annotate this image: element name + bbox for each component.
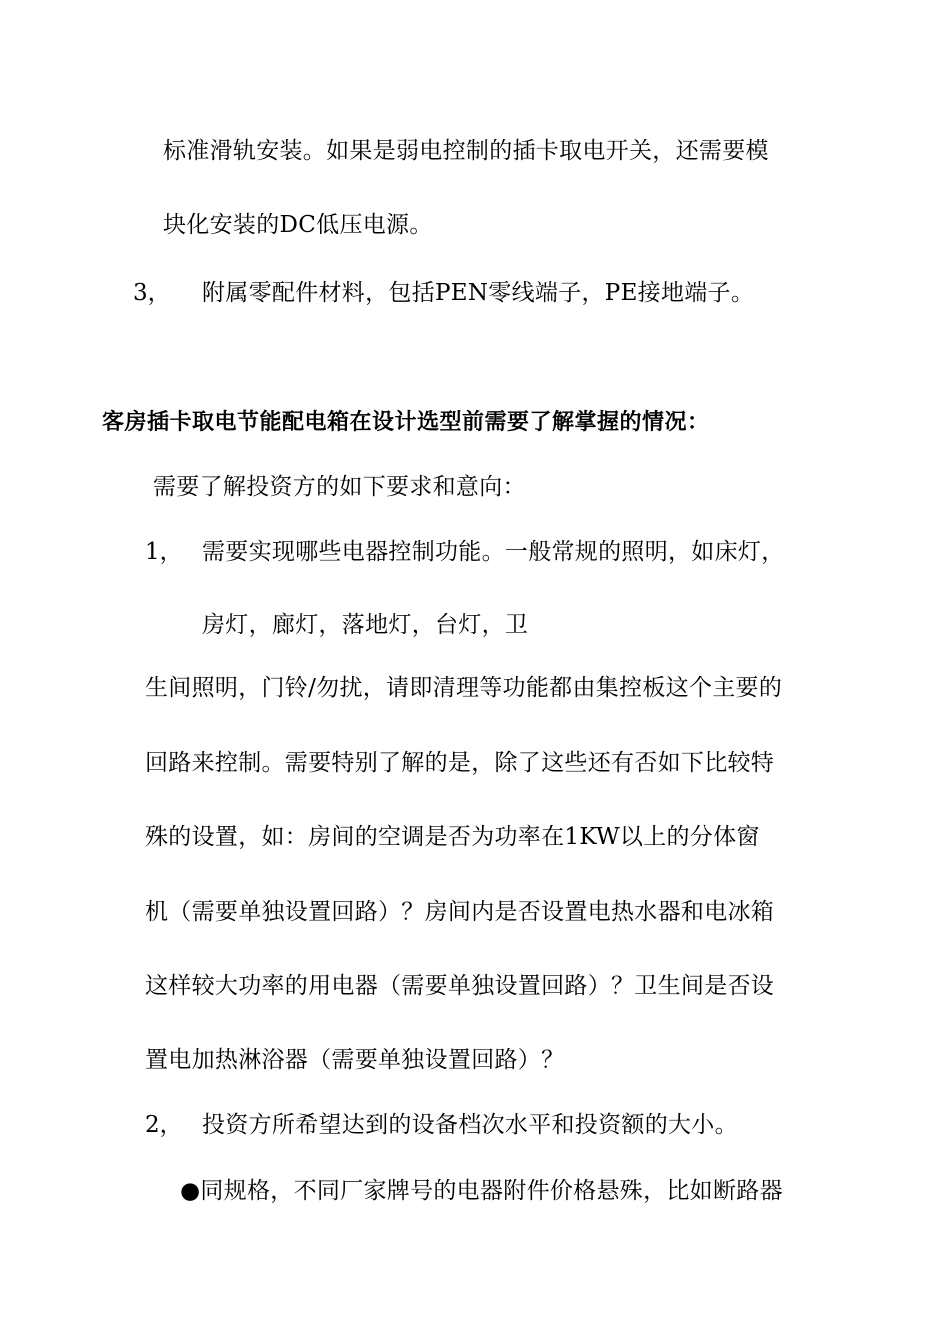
item-3-text: 附属零配件材料，包括PEN零线端子，PE接地端子。 [202, 280, 755, 306]
continuation-line-2: 块化安装的DC低压电源。 [163, 212, 433, 238]
item-3-number: 3， [133, 280, 171, 306]
item-2-number: 2， [145, 1112, 183, 1138]
item-1-line-2: 房灯，廊灯，落地灯，台灯，卫 [202, 612, 529, 638]
section-heading: 客房插卡取电节能配电箱在设计选型前需要了解掌握的情况： [102, 410, 710, 435]
item-1-line-6: 机（需要单独设置回路）？房间内是否设置电热水器和电冰箱 [145, 899, 775, 925]
item-1-line-5: 殊的设置，如：房间的空调是否为功率在1KW以上的分体窗 [145, 824, 760, 850]
item-1-line-8: 置电加热淋浴器（需要单独设置回路）？ [145, 1047, 565, 1073]
continuation-line-1: 标准滑轨安装。如果是弱电控制的插卡取电开关，还需要模 [163, 138, 769, 164]
item-1-number: 1， [145, 539, 183, 565]
bullet-line: ●同规格，不同厂家牌号的电器附件价格悬殊，比如断路器 [180, 1178, 783, 1204]
intro-paragraph: 需要了解投资方的如下要求和意向： [153, 474, 526, 500]
item-1-line-3: 生间照明，门铃/勿扰，请即清理等功能都由集控板这个主要的 [145, 675, 783, 701]
item-2-text: 投资方所希望达到的设备档次水平和投资额的大小。 [202, 1112, 738, 1138]
item-1-line-7: 这样较大功率的用电器（需要单独设置回路）？卫生间是否设 [145, 973, 775, 999]
item-1-line-1: 需要实现哪些电器控制功能。一般常规的照明，如床灯， [202, 539, 785, 565]
item-1-line-4: 回路来控制。需要特别了解的是，除了这些还有否如下比较特 [145, 750, 775, 776]
